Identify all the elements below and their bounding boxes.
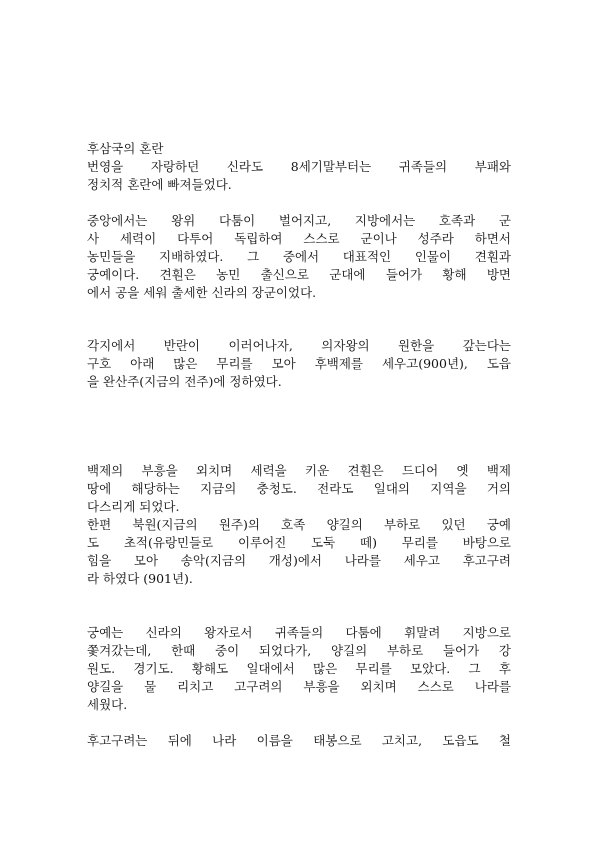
text-line: 원도. 경기도. 황해도 일대에서 많은 무리를 모았다. 그 후 bbox=[87, 661, 511, 676]
document-title: 후삼국의 혼란 bbox=[87, 141, 164, 156]
text-line: 중앙에서는 왕위 다툼이 벌어지고, 지방에서는 호족과 군 bbox=[87, 213, 511, 228]
text-line: 다스리게 되었다. bbox=[87, 499, 180, 514]
text-line: 백제의 부흥을 외치며 세력을 키운 견훤은 드디어 옛 백제 bbox=[87, 463, 511, 478]
text-line: 번영을 자랑하던 신라도 8세기말부터는 귀족들의 부패와 bbox=[87, 159, 511, 174]
text-line: 쫓겨갔는데, 한때 중이 되었다가, 양길의 부하로 들어가 강 bbox=[87, 643, 511, 658]
text-line: 정치적 혼란에 빠져들었다. bbox=[87, 177, 232, 192]
text-line: 힘을 모아 송악(지금의 개성)에서 나라를 세우고 후고구려 bbox=[87, 553, 511, 568]
text-line: 궁예이다. 견훤은 농민 출신으로 군대에 들어가 황해 방면 bbox=[87, 267, 511, 282]
text-line: 을 완산주(지금의 전주)에 정하였다. bbox=[87, 374, 282, 389]
text-line: 궁예는 신라의 왕자로서 귀족들의 다툼에 휘말려 지방으로 bbox=[87, 625, 511, 640]
text-line: 땅에 해당하는 지금의 충청도. 전라도 일대의 지역을 거의 bbox=[87, 481, 511, 496]
text-line: 세웠다. bbox=[87, 697, 128, 712]
text-line: 에서 공을 세워 출세한 신라의 장군이었다. bbox=[87, 285, 317, 300]
text-line: 사 세력이 다투어 독립하여 스스로 군이나 성주라 하면서 bbox=[87, 231, 511, 246]
text-line: 후고구려는 뒤에 나라 이름을 태봉으로 고치고, 도읍도 철 bbox=[87, 733, 511, 748]
text-line: 양길을 물 리치고 고구려의 부흥을 외치며 스스로 나라를 bbox=[87, 679, 511, 694]
text-line: 농민들을 지배하였다. 그 중에서 대표적인 인물이 견훤과 bbox=[87, 249, 511, 264]
text-line: 도 초적(유랑민들로 이루어진 도둑 떼) 무리를 바탕으로 bbox=[87, 535, 511, 550]
text-line: 라 하였다 (901년). bbox=[87, 571, 193, 586]
text-line: 각지에서 반란이 이러어나자, 의자왕의 원한을 갚는다는 bbox=[87, 338, 511, 353]
text-line: 구호 아래 많은 무리를 모아 후백제를 세우고(900년), 도읍 bbox=[87, 356, 511, 371]
text-line: 한편 북원(지금의 원주)의 호족 양길의 부하로 있던 궁예 bbox=[87, 517, 511, 532]
